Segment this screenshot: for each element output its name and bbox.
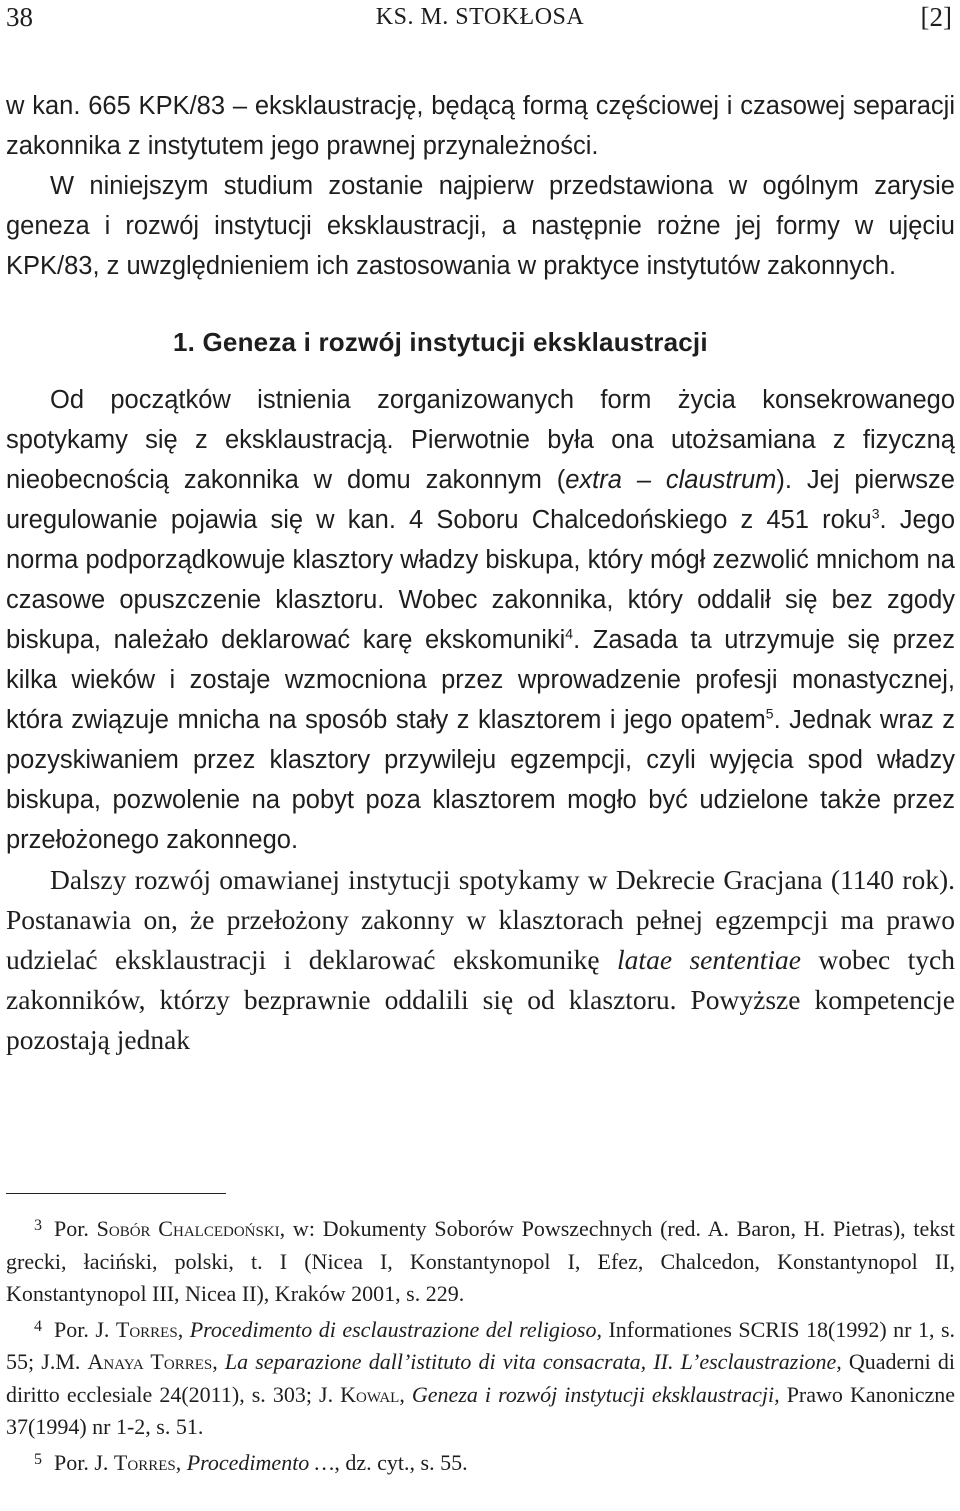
text-run: ). Jej pierwsze uregulowanie pojawia się w kan. 4 Soboru Chalcedońskiego z 451 roku — [6, 466, 955, 534]
section-number: [2] — [920, 2, 952, 32]
author-name: Sobór Chalcedoński — [96, 1216, 280, 1241]
paragraph-study-plan: W niniejszym studium zostanie najpierw przedstawiona w ogólnym zarysie geneza i rozwój instytucji eksklaustracji, a następnie rożne jej formy w ujęciu KPK/83, z uwzględnieniem ich zastosowania w praktyce instytutów zakonnych. — [6, 172, 955, 280]
text-run: , w: Dokumenty Soborów Powszechnych (red. A. Baron, H. Pietras), tekst grecki, łaciński, polski, t. I (Nicea I, Konstantynopol I, Efez, Chalcedon, Konstantynopol II, Konstantynopol III, Nicea II), Kraków 2001, s. 229. — [6, 1216, 955, 1306]
text-run: Informationes SCRIS 18(1992) nr 1, s. 55; J.M. — [6, 1316, 956, 1374]
text-run: wobec tych zakonników, którzy bezprawnie oddalili się od klasztoru. Powyższe kompetencje pozostają jednak — [6, 944, 955, 1055]
section-heading: 1. Geneza i rozwój instytucji eksklaustracji — [173, 327, 708, 357]
footnote-ref-4[interactable]: 4 — [565, 625, 574, 642]
text-run: . Zasada ta utrzymuje się przez kilka wieków i zostaje wzmocniona przez wprowadzenie profesji monastycznej, która związuje mnicha na sposób stały z klasztorem i jego opatem — [6, 626, 955, 734]
text-run: . Jego norma podporządkowuje klasztory władzy biskupa, który mógł zezwolić mnichom na czasowe opuszczenie klasztoru. Wobec zakonnika, który oddalił się bez zgody biskupa, należało deklarować karę ekskomuniki — [6, 506, 956, 654]
work-title: Procedimento di esclaustrazione del religioso, — [189, 1316, 602, 1342]
italic-term: extra – claustrum — [565, 466, 777, 494]
running-head: KS. M. STOKŁOSA — [375, 4, 585, 30]
text-run: , — [175, 1449, 187, 1475]
text-run: Por. J. — [54, 1449, 114, 1475]
footnote-number: 4 — [34, 1317, 42, 1335]
footnote-number: 3 — [34, 1217, 42, 1234]
author-name: Anaya Torres — [87, 1349, 213, 1374]
footnote-divider — [6, 1193, 226, 1194]
main-text — [6, 86, 955, 1060]
text-run: Od początków istnienia zorganizowanych form życia konsekrowanego spotykamy się z eksklaustracją. Pierwotnie była ona utożsamiana z fizyczną nieobecnością zakonnika w domu zakonnym ( — [6, 386, 955, 494]
footnote-ref-3[interactable]: 3 — [871, 505, 880, 522]
text-run: , — [212, 1349, 225, 1374]
page-number: 38 — [6, 2, 33, 32]
text-run: . Jednak wraz z pozyskiwaniem przez klasztory przywileju egzempcji, czyli wyjęcia spod władzy biskupa, pozwolenie na pobyt poza klasztorem mogło być udzielone także przez przełożonego zakonnego. — [6, 706, 956, 854]
footnote-number: 5 — [34, 1450, 42, 1468]
author-name: Torres — [115, 1316, 178, 1342]
footnotes — [6, 1210, 955, 1479]
text-run: Prawo Kanoniczne 37(1994) nr 1-2, s. 51. — [6, 1381, 956, 1439]
text-run: , dz. cyt., s. 55. — [334, 1449, 468, 1475]
author-name: Torres — [113, 1449, 176, 1475]
text-run: Por. — [54, 1216, 97, 1241]
text-run: , — [399, 1381, 412, 1407]
footnote-3 — [6, 1210, 955, 1311]
work-title: La separazione dall’istituto di vita consacrata, II. L’esclaustrazione, — [224, 1349, 842, 1374]
footnote-5 — [6, 1444, 955, 1480]
paragraph-gratian — [6, 860, 955, 1060]
paragraph-origins — [6, 380, 955, 860]
text-run: Quaderni di diritto ecclesiale 24(2011), s. 303; J. — [6, 1349, 955, 1407]
paragraph-intro-end: w kan. 665 KPK/83 – eksklaustrację, będącą formą częściowej i czasowej separacji zakonnika z instytutem jego prawnej przynależności. — [6, 92, 955, 160]
text-run: , — [177, 1316, 190, 1342]
italic-term: latae sententiae — [617, 944, 801, 975]
footnote-ref-5[interactable]: 5 — [765, 705, 774, 722]
page-header — [0, 0, 960, 40]
work-title: Procedimento … — [186, 1449, 335, 1475]
work-title: Geneza i rozwój instytucji eksklaustracji, — [411, 1381, 780, 1407]
text-run: Dalszy rozwój omawianej instytucji spotykamy w Dekrecie Gracjana (1140 rok). Postanawia on, że przełożony zakonny w klasztorach pełnej egzempcji ma prawo udzielać eksklaustracji i deklarować ekskomunikę — [6, 864, 955, 975]
author-name: Kowal — [340, 1381, 400, 1407]
footnote-4 — [6, 1311, 955, 1444]
text-run: Por. J. — [54, 1316, 116, 1342]
